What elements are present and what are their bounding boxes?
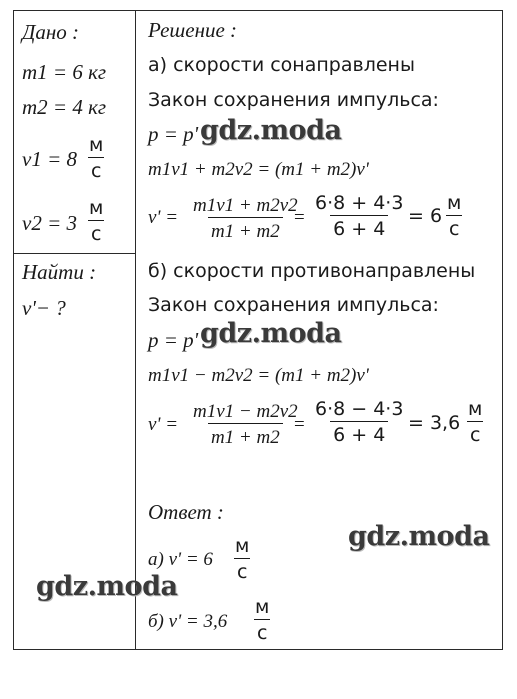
part-a-equals: = xyxy=(294,207,305,228)
given-v1-unit xyxy=(86,136,106,181)
answer-a-unit xyxy=(232,537,252,582)
part-a-v-lhs: v' = xyxy=(148,207,179,228)
given-m2: m2 = 4 кг xyxy=(22,95,107,119)
fraction-denominator: 6 + 4 xyxy=(330,215,388,239)
given-m1: m1 = 6 кг xyxy=(22,60,107,84)
part-a-result: = 6 xyxy=(408,205,443,227)
unit-denominator: с xyxy=(88,157,104,181)
fraction-numerator: 6·8 + 4·3 xyxy=(315,192,404,214)
unit-denominator: с xyxy=(88,220,104,244)
watermark: gdz.moda xyxy=(348,521,490,552)
unit-numerator: м xyxy=(89,197,104,219)
solution-title: Решение : xyxy=(148,18,238,42)
unit-numerator: м xyxy=(447,192,462,214)
part-a-heading: а) скорости сонаправлены xyxy=(148,54,415,76)
find-title: Найти : xyxy=(22,260,97,284)
part-a-momentum: p = p' xyxy=(148,122,199,146)
given-v2-unit xyxy=(86,199,106,244)
given-v1: v1 = 8 xyxy=(22,147,77,171)
unit-numerator: м xyxy=(468,398,483,420)
unit-numerator: м xyxy=(89,134,104,156)
fraction-denominator: m1 + m2 xyxy=(208,423,283,447)
part-b-equation: m1v1 − m2v2 = (m1 + m2)v' xyxy=(148,365,369,386)
unit-numerator: м xyxy=(255,596,270,618)
fraction-denominator: 6 + 4 xyxy=(330,421,388,445)
part-a-equation: m1v1 + m2v2 = (m1 + m2)v' xyxy=(148,159,369,180)
fraction-numerator: m1v1 − m2v2 xyxy=(193,401,298,422)
unit-denominator: с xyxy=(254,619,270,643)
part-a-law: Закон сохранения импульса: xyxy=(148,89,439,111)
part-b-result: = 3,6 xyxy=(408,412,461,434)
answer-title: Ответ : xyxy=(148,500,224,524)
answer-b: б) v' = 3,6 xyxy=(148,611,228,632)
unit-numerator: м xyxy=(235,535,250,557)
part-a-fraction-symbolic xyxy=(190,196,301,241)
watermark: gdz.moda xyxy=(200,115,342,146)
unit-denominator: с xyxy=(446,215,462,239)
part-b-fraction-numeric xyxy=(312,400,406,445)
part-b-momentum: p = p' xyxy=(148,328,199,352)
part-b-heading: б) скорости противонаправлены xyxy=(148,260,476,282)
watermark: gdz.moda xyxy=(36,571,178,602)
given-title: Дано : xyxy=(22,20,80,44)
part-a-fraction-numeric xyxy=(312,194,406,239)
column-divider xyxy=(135,10,136,650)
part-b-unit xyxy=(465,400,485,445)
answer-b-unit xyxy=(252,598,272,643)
fraction-numerator: m1v1 + m2v2 xyxy=(193,195,298,216)
given-v2: v2 = 3 xyxy=(22,211,77,235)
part-a-unit xyxy=(444,194,464,239)
unit-denominator: с xyxy=(234,558,250,582)
answer-a: а) v' = 6 xyxy=(148,549,213,570)
part-b-equals: = xyxy=(294,414,305,435)
part-b-law: Закон сохранения импульса: xyxy=(148,294,439,316)
part-b-fraction-symbolic xyxy=(190,402,301,447)
part-b-v-lhs: v' = xyxy=(148,414,179,435)
find-target: v'− ? xyxy=(22,296,66,320)
fraction-denominator: m1 + m2 xyxy=(208,217,283,241)
watermark: gdz.moda xyxy=(200,318,342,349)
given-find-divider xyxy=(13,253,136,254)
fraction-numerator: 6·8 − 4·3 xyxy=(315,398,404,420)
unit-denominator: с xyxy=(467,421,483,445)
